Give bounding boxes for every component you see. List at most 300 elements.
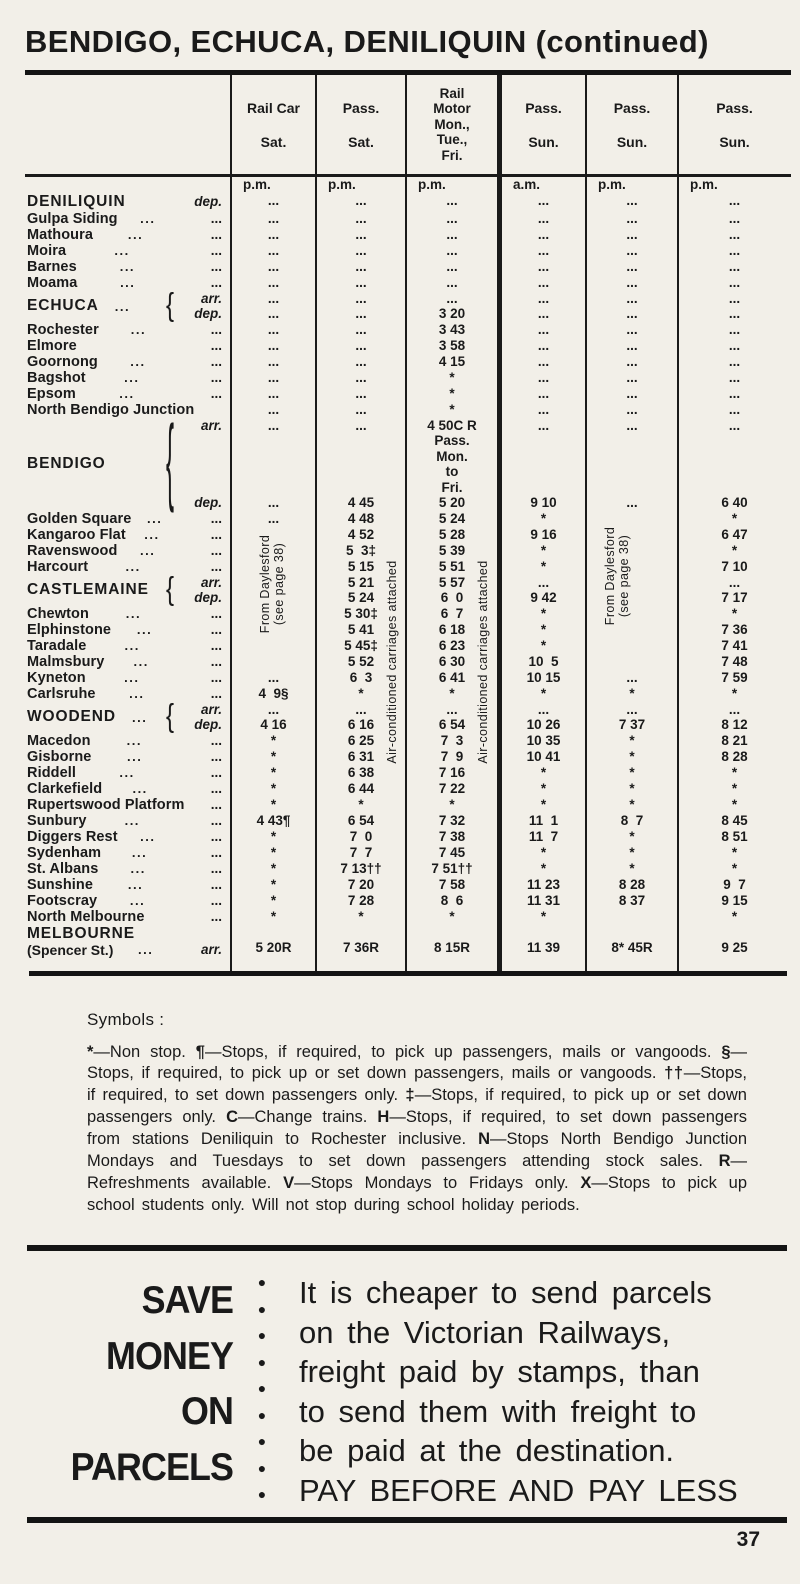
station-name: Mathoura xyxy=(27,226,94,243)
station-name: DENILIQUIN xyxy=(27,192,126,210)
brace-glyph: { xyxy=(165,571,174,608)
time-cell: 10 5 xyxy=(528,653,559,669)
time-cell: ... xyxy=(537,369,550,385)
time-cell: 7 7 xyxy=(349,844,373,860)
column-5 xyxy=(677,638,790,654)
time-cell: * xyxy=(449,369,455,385)
ad-headline-word: SAVE xyxy=(141,1279,233,1322)
time-cell: 7 51†† xyxy=(431,860,473,876)
column-1 xyxy=(315,291,405,322)
station-name: Diggers Rest xyxy=(27,828,118,845)
time-cell: 4 50C R xyxy=(427,417,477,433)
column-4 xyxy=(585,606,677,622)
station-row-moama xyxy=(25,275,791,291)
station-name: MELBOURNE xyxy=(27,924,135,942)
time-cell xyxy=(679,925,790,941)
station-name: Gisborne xyxy=(27,748,92,765)
column-0 xyxy=(230,829,315,845)
column-3 xyxy=(497,909,585,925)
column-4 xyxy=(585,370,677,386)
time-cell: ... xyxy=(267,321,280,337)
column-1 xyxy=(315,338,405,354)
time-cell xyxy=(587,464,677,480)
time-cell: ... xyxy=(355,290,367,306)
dot-leaders: ... xyxy=(144,527,160,542)
time-cell: ... xyxy=(355,385,367,401)
time-cell: p.m. xyxy=(328,177,356,192)
time-cell: * xyxy=(540,796,547,812)
time-cell: 8 12 xyxy=(721,717,748,732)
time-cell xyxy=(317,433,405,449)
arr-dep-label: ... xyxy=(210,622,222,637)
timetable xyxy=(25,75,791,976)
time-cell: ... xyxy=(728,226,741,242)
station-name: CASTLEMAINE xyxy=(27,581,149,598)
time-cell: ... xyxy=(446,290,458,306)
station-row-harcourt xyxy=(25,559,791,575)
time-cell: ... xyxy=(537,192,550,208)
column-2 xyxy=(405,877,497,893)
arr-dep-label: ... xyxy=(210,733,222,748)
time-cell: ... xyxy=(537,337,550,353)
time-cell xyxy=(407,958,497,971)
station-name: Riddell xyxy=(27,764,77,781)
time-cell: 10 35 xyxy=(526,732,561,748)
station-row-macedon xyxy=(25,733,791,749)
time-cell: ... xyxy=(446,210,458,226)
time-cell: * xyxy=(449,685,455,701)
time-cell: ... xyxy=(537,417,550,433)
arr-dep-label: ... xyxy=(210,909,222,924)
column-5 xyxy=(677,259,790,275)
time-cell: 10 15 xyxy=(526,669,561,685)
column-2 xyxy=(405,211,497,227)
rotated-note-from-daylesford-left: From Daylesford (see page 38) xyxy=(258,534,286,634)
time-cell: ... xyxy=(267,495,280,510)
column-5 xyxy=(677,654,790,670)
column-1 xyxy=(315,275,405,291)
bullet-dot: ● xyxy=(257,1406,267,1423)
time-cell: 5 41 xyxy=(347,621,375,637)
arr-dep-label: arr. xyxy=(200,574,222,590)
column-2 xyxy=(405,829,497,845)
arr-dep-label: dep. xyxy=(194,590,222,605)
time-cell: 6 41 xyxy=(438,669,466,685)
time-cell: ... xyxy=(626,369,638,385)
time-cell xyxy=(502,958,585,971)
ad-headline-word: PARCELS xyxy=(70,1445,233,1489)
column-0 xyxy=(230,893,315,909)
column-3 xyxy=(497,877,585,893)
time-cell xyxy=(232,480,315,496)
column-1 xyxy=(315,354,405,370)
dot-leaders: ... xyxy=(140,829,156,844)
brace-glyph: { xyxy=(165,407,174,517)
time-cell: ... xyxy=(626,192,638,208)
arr-dep-label: ... xyxy=(210,654,222,669)
column-2 xyxy=(405,909,497,925)
time-cell: 9 25 xyxy=(721,940,748,955)
column-3 xyxy=(497,702,585,733)
column-1 xyxy=(315,845,405,861)
time-cell: ... xyxy=(267,337,280,353)
column-3 xyxy=(497,797,585,813)
time-cell: ... xyxy=(355,242,367,258)
station-row-bagshot xyxy=(25,370,791,386)
column-3 xyxy=(497,227,585,243)
bullet-dot: ● xyxy=(257,1353,267,1370)
time-cell: * xyxy=(270,732,277,748)
time-cell: 7 10 xyxy=(721,558,748,574)
time-cell xyxy=(587,433,677,449)
column-5 xyxy=(677,402,790,418)
time-cell xyxy=(502,925,585,941)
time-cell: p.m. xyxy=(598,177,626,192)
station-row-moira xyxy=(25,243,791,259)
time-cell: ... xyxy=(355,306,367,321)
column-4 xyxy=(585,543,677,559)
column-3 xyxy=(497,606,585,622)
column-0 xyxy=(230,813,315,829)
arr-dep-label: ... xyxy=(210,829,222,844)
time-cell: * xyxy=(629,828,635,844)
time-cell xyxy=(317,480,405,496)
time-cell: 6 44 xyxy=(347,780,375,796)
time-cell: ... xyxy=(626,242,638,258)
time-cell: * xyxy=(270,876,277,892)
dot-leaders: ... xyxy=(120,275,136,290)
column-3 xyxy=(497,354,585,370)
column-5 xyxy=(677,370,790,386)
time-cell: 8 45 xyxy=(721,812,748,828)
column-5 xyxy=(677,781,790,797)
dot-leaders: ... xyxy=(124,370,140,385)
time-cell: ... xyxy=(267,306,280,321)
station-row-elphinstone xyxy=(25,622,791,638)
station-name: Goornong xyxy=(27,353,98,370)
ad-copy-line: to send them with freight to xyxy=(299,1393,697,1429)
time-cell: * xyxy=(629,796,635,812)
arr-dep-label: ... xyxy=(210,227,222,242)
time-cell: * xyxy=(731,860,738,876)
time-cell: ... xyxy=(267,192,280,208)
column-5 xyxy=(677,275,790,291)
time-cell: ... xyxy=(728,274,741,290)
time-cell: ... xyxy=(267,510,280,526)
time-cell: * xyxy=(629,685,635,701)
column-5 xyxy=(677,243,790,259)
arr-dep-label: ... xyxy=(210,338,222,353)
column-2 xyxy=(405,958,497,971)
time-cell: ... xyxy=(355,321,367,337)
time-cell: ... xyxy=(267,210,280,226)
time-cell: ... xyxy=(537,574,550,590)
column-5 xyxy=(677,606,790,622)
time-cell: 8 51 xyxy=(721,828,748,844)
time-cell: ... xyxy=(728,192,741,208)
time-cell: * xyxy=(449,385,455,401)
time-cell: 4 16 xyxy=(260,717,287,732)
column-0 xyxy=(230,749,315,765)
column-4 xyxy=(585,227,677,243)
time-cell: ... xyxy=(537,242,550,258)
time-cell: 7 45 xyxy=(438,844,466,860)
station-name: Sunshine xyxy=(27,876,94,893)
time-cell: ... xyxy=(267,417,280,433)
arr-dep-label: ... xyxy=(210,606,222,621)
time-cell: ... xyxy=(626,495,638,510)
column-0 xyxy=(230,338,315,354)
time-cell: ... xyxy=(537,306,550,321)
time-cell: 8 15R xyxy=(433,940,471,955)
time-cell: 9 10 xyxy=(530,495,557,510)
column-1 xyxy=(315,402,405,418)
symbol-key: †† xyxy=(664,1064,684,1083)
arr-dep-label: ... xyxy=(210,259,222,274)
column-4 xyxy=(585,402,677,418)
time-cell: 7 38 xyxy=(438,828,466,844)
column-4 xyxy=(585,654,677,670)
dot-leaders: ... xyxy=(119,386,135,401)
column-3 xyxy=(497,275,585,291)
station-name: ECHUCA xyxy=(27,297,99,314)
time-cell: ... xyxy=(267,242,280,258)
time-cell: * xyxy=(540,780,547,796)
arr-dep-label: ... xyxy=(210,322,222,337)
column-2 xyxy=(405,193,497,211)
ad-bottom-rule xyxy=(27,1517,787,1523)
station-name: North Melbourne xyxy=(27,908,145,925)
station-row-chewton xyxy=(25,606,791,622)
time-cell: 6 18 xyxy=(438,621,466,637)
station-name: Elphinstone xyxy=(27,621,112,638)
time-cell: ... xyxy=(446,192,458,208)
column-4 xyxy=(585,354,677,370)
time-cell: ... xyxy=(355,401,367,417)
time-cell: a.m. xyxy=(513,177,541,192)
time-cell: * xyxy=(731,542,738,558)
column-3 xyxy=(497,243,585,259)
time-cell: 7 0 xyxy=(349,828,373,844)
station-row-epsom xyxy=(25,386,791,402)
bullet-dot: ● xyxy=(257,1300,267,1317)
column-2 xyxy=(405,177,497,193)
station-name: Gulpa Siding xyxy=(27,210,118,227)
time-cell: ... xyxy=(626,258,638,274)
dot-leaders: ... xyxy=(114,298,131,314)
dot-leaders: ... xyxy=(130,354,146,369)
station-row-diggers-rest xyxy=(25,829,791,845)
station-name: Malmsbury xyxy=(27,653,105,670)
arr-dep-label: dep. xyxy=(194,194,222,209)
time-cell: * xyxy=(629,732,635,748)
time-cell: ... xyxy=(267,290,280,306)
dot-leaders: ... xyxy=(132,781,148,796)
time-cell: ... xyxy=(626,353,638,369)
column-1 xyxy=(315,370,405,386)
column-4 xyxy=(585,733,677,749)
time-cell: * xyxy=(731,605,738,621)
symbol-key: V xyxy=(283,1174,295,1193)
arr-dep-label: ... xyxy=(210,877,222,892)
time-cell: 5 30‡ xyxy=(344,605,378,621)
time-cell: * xyxy=(629,764,635,780)
dot-leaders: ... xyxy=(119,765,135,780)
time-cell xyxy=(587,480,677,496)
column-1 xyxy=(315,958,405,971)
dot-leaders: ... xyxy=(127,877,144,892)
time-cell: 6 38 xyxy=(347,764,375,780)
column-4 xyxy=(585,670,677,686)
column-2 xyxy=(405,259,497,275)
time-cell: 7 59 xyxy=(721,669,748,685)
time-cell: * xyxy=(731,908,738,924)
time-cell: ... xyxy=(355,337,367,353)
column-4 xyxy=(585,322,677,338)
column-0 xyxy=(230,909,315,925)
column-2 xyxy=(405,386,497,402)
station-row-sunbury xyxy=(25,813,791,829)
time-cell: 7 22 xyxy=(438,780,466,796)
column-4 xyxy=(585,211,677,227)
time-cell: 4 9§ xyxy=(258,685,289,701)
column-3 xyxy=(497,765,585,781)
time-cell: ... xyxy=(267,401,280,417)
column-4 xyxy=(585,861,677,877)
time-cell: ... xyxy=(267,258,280,274)
time-cell: 5 3‡ xyxy=(345,542,377,558)
time-cell: ... xyxy=(446,242,458,258)
dot-leaders: ... xyxy=(147,511,163,526)
time-cell: 6 30 xyxy=(438,653,466,669)
arr-dep-label: ... xyxy=(210,845,222,860)
column-4 xyxy=(585,291,677,322)
arr-dep-label: ... xyxy=(210,243,222,258)
time-cell xyxy=(587,559,677,575)
time-cell: ... xyxy=(728,385,741,401)
time-cell: 9 7 xyxy=(723,876,746,892)
time-cell: ... xyxy=(355,369,367,385)
ad-copy-line: freight paid by stamps, than xyxy=(299,1354,700,1389)
dot-leaders: ... xyxy=(124,670,140,685)
station-name: WOODEND xyxy=(27,708,116,725)
arr-dep-label: arr. xyxy=(200,701,222,717)
column-2 xyxy=(405,893,497,909)
time-cell: ... xyxy=(267,369,280,385)
time-cell: ... xyxy=(626,701,638,717)
column-5 xyxy=(677,193,790,211)
time-cell: ... xyxy=(537,701,550,717)
station-row-rochester xyxy=(25,322,791,338)
time-cell: 11 7 xyxy=(528,828,559,844)
time-cell: * xyxy=(540,621,547,637)
column-header: Pass. Sun. xyxy=(585,75,677,174)
arr-dep-label: ... xyxy=(210,797,222,812)
column-3 xyxy=(497,813,585,829)
time-cell: * xyxy=(540,542,547,558)
time-cell: ... xyxy=(626,669,638,685)
time-cell: 7 32 xyxy=(438,812,466,828)
station-row-gisborne xyxy=(25,749,791,765)
time-cell xyxy=(587,511,677,527)
time-cell: ... xyxy=(728,369,741,385)
time-cell: 8 21 xyxy=(721,732,748,748)
station-name: Carlsruhe xyxy=(27,685,96,702)
column-4 xyxy=(585,925,677,958)
column-2 xyxy=(405,354,497,370)
column-3 xyxy=(497,781,585,797)
time-cell xyxy=(407,925,497,941)
time-cell: 5 24 xyxy=(347,590,375,605)
time-cell: ... xyxy=(446,701,458,717)
station-name: Moama xyxy=(27,274,78,291)
time-cell: Fri. xyxy=(441,479,463,495)
time-cell: ... xyxy=(728,401,741,417)
time-cell: ... xyxy=(537,353,550,369)
time-cell: 7 48 xyxy=(721,653,748,669)
column-4 xyxy=(585,909,677,925)
column-header: Pass. Sat. xyxy=(315,75,405,174)
column-5 xyxy=(677,511,790,527)
time-cell: ... xyxy=(355,210,367,226)
rotated-note-from-daylesford-right: From Daylesford (see page 38) xyxy=(603,526,631,626)
time-cell: ... xyxy=(537,210,550,226)
time-cell: 6 40 xyxy=(721,495,748,510)
column-4 xyxy=(585,527,677,543)
time-cell: 5 52 xyxy=(347,653,375,669)
dot-leaders: ... xyxy=(124,813,140,828)
ampm-row xyxy=(25,177,791,193)
column-4 xyxy=(585,702,677,733)
station-row-castlemaine xyxy=(25,571,791,608)
time-cell: 11 39 xyxy=(526,940,561,955)
time-cell xyxy=(587,543,677,559)
column-4 xyxy=(585,338,677,354)
time-cell xyxy=(587,449,677,465)
time-cell: 5 28 xyxy=(438,526,466,542)
column-3 xyxy=(497,686,585,702)
time-cell: * xyxy=(731,780,738,796)
station-subname: (Spencer St.) xyxy=(27,941,114,958)
station-name: North Bendigo Junction xyxy=(27,401,195,418)
column-5 xyxy=(677,765,790,781)
time-cell: * xyxy=(270,748,277,764)
symbol-key: ¶ xyxy=(195,1042,205,1061)
time-cell: ... xyxy=(267,701,280,717)
column-5 xyxy=(677,418,790,511)
time-cell: 8 28 xyxy=(721,748,748,764)
column-3 xyxy=(497,893,585,909)
column-4 xyxy=(585,686,677,702)
column-0 xyxy=(230,418,315,511)
column-3 xyxy=(497,749,585,765)
column-3 xyxy=(497,402,585,418)
column-3 xyxy=(497,670,585,686)
column-3 xyxy=(497,291,585,322)
station-name: Rochester xyxy=(27,321,99,338)
time-cell: 8 37 xyxy=(618,892,646,908)
time-cell xyxy=(587,958,677,971)
arr-dep-label: ... xyxy=(210,670,222,685)
column-4 xyxy=(585,243,677,259)
station-name: Taradale xyxy=(27,637,87,654)
time-cell xyxy=(502,480,585,496)
time-cell: p.m. xyxy=(243,177,271,192)
arr-dep-label: arr. xyxy=(200,290,222,306)
column-1 xyxy=(315,861,405,877)
time-cell: ... xyxy=(728,258,741,274)
time-cell: ... xyxy=(267,353,280,369)
